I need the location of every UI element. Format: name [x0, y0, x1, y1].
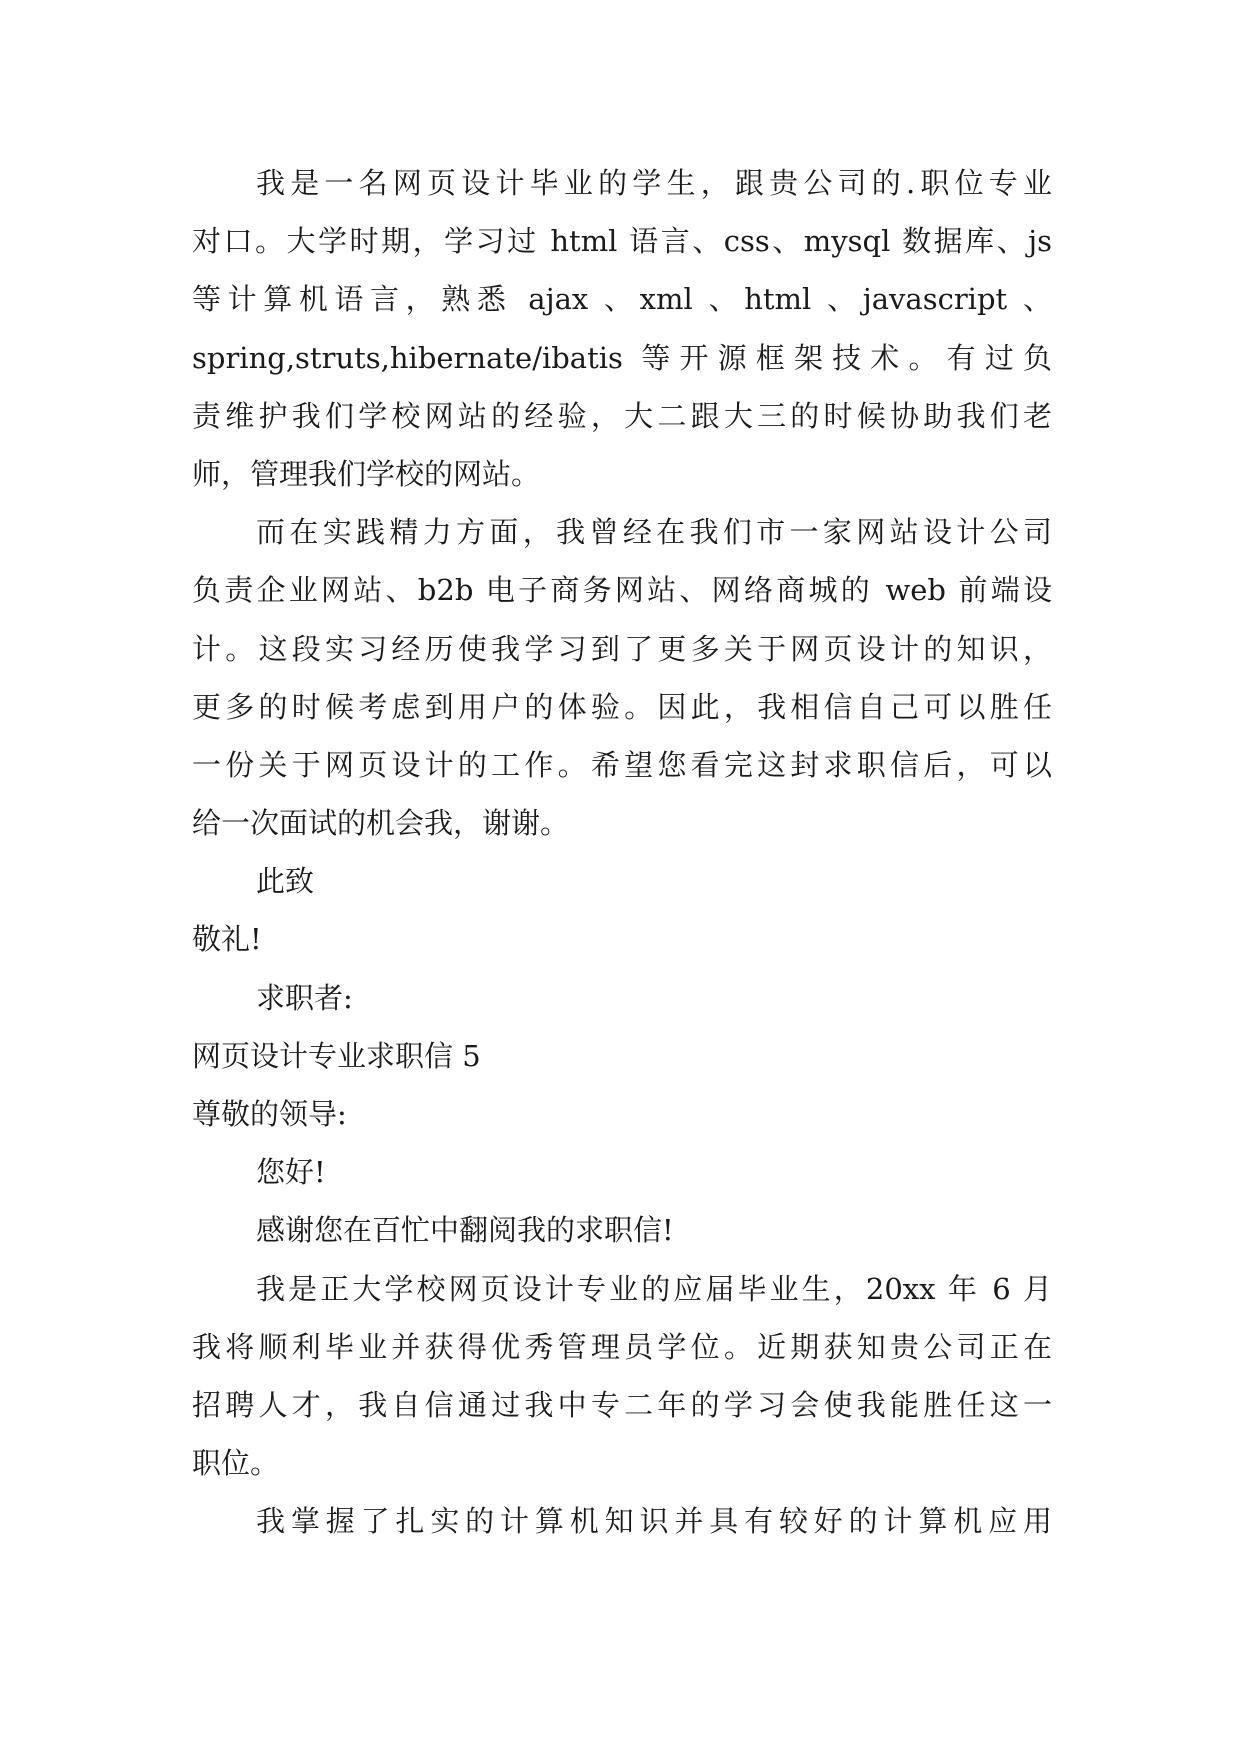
signature-label: 求职者:	[256, 980, 353, 1015]
paragraph-line: 师，管理我们学校的网站。	[192, 456, 541, 491]
paragraph-line: 而在实践精力方面，我曾经在我们市一家网站设计公司	[256, 515, 1052, 550]
paragraph-line: 我掌握了扎实的计算机知识并具有较好的计算机应用	[256, 1504, 1052, 1539]
paragraph-line: 我将顺利毕业并获得优秀管理员学位。近期获知贵公司正在	[192, 1329, 1052, 1364]
paragraph-line: 感谢您在百忙中翻阅我的求职信!	[256, 1213, 674, 1248]
greeting-recipient: 尊敬的领导:	[192, 1097, 347, 1131]
paragraph-line: 对口。大学时期，学习过 html 语言、css、mysql 数据库、js	[192, 224, 1052, 259]
paragraph-line: 等计算机语言，熟悉 ajax 、xml 、html 、javascript 、	[192, 282, 1052, 317]
document-body	[192, 154, 1052, 1551]
paragraph-line: 招聘人才，我自信通过我中专二年的学习会使我能胜任这一	[192, 1387, 1052, 1422]
paragraph-line: 责维护我们学校网站的经验，大二跟大三的时候协助我们老	[192, 398, 1052, 433]
paragraph-line: 我是一名网页设计毕业的学生，跟贵公司的.职位专业	[256, 166, 1052, 200]
paragraph-line: 一份关于网页设计的工作。希望您看完这封求职信后，可以	[192, 747, 1052, 782]
letter-title: 网页设计专业求职信 5	[192, 1038, 481, 1073]
paragraph-line: spring,struts,hibernate/ibatis 等开源框架技术。有过负	[192, 340, 1052, 375]
paragraph-line: 负责企业网站、b2b 电子商务网站、网络商城的 web 前端设	[192, 573, 1052, 608]
closing-regards: 敬礼!	[192, 922, 262, 957]
closing-salutation: 此致	[256, 864, 315, 899]
paragraph-line: 我是正大学校网页设计专业的应届毕业生，20xx 年 6 月	[256, 1271, 1052, 1306]
paragraph-line: 给一次面试的机会我，谢谢。	[192, 806, 570, 841]
greeting: 您好!	[256, 1155, 326, 1190]
paragraph-line: 职位。	[192, 1446, 280, 1481]
paragraph-line: 计。这段实习经历使我学习到了更多关于网页设计的知识，	[192, 631, 1052, 666]
paragraph-line: 更多的时候考虑到用户的体验。因此，我相信自己可以胜任	[192, 689, 1052, 724]
